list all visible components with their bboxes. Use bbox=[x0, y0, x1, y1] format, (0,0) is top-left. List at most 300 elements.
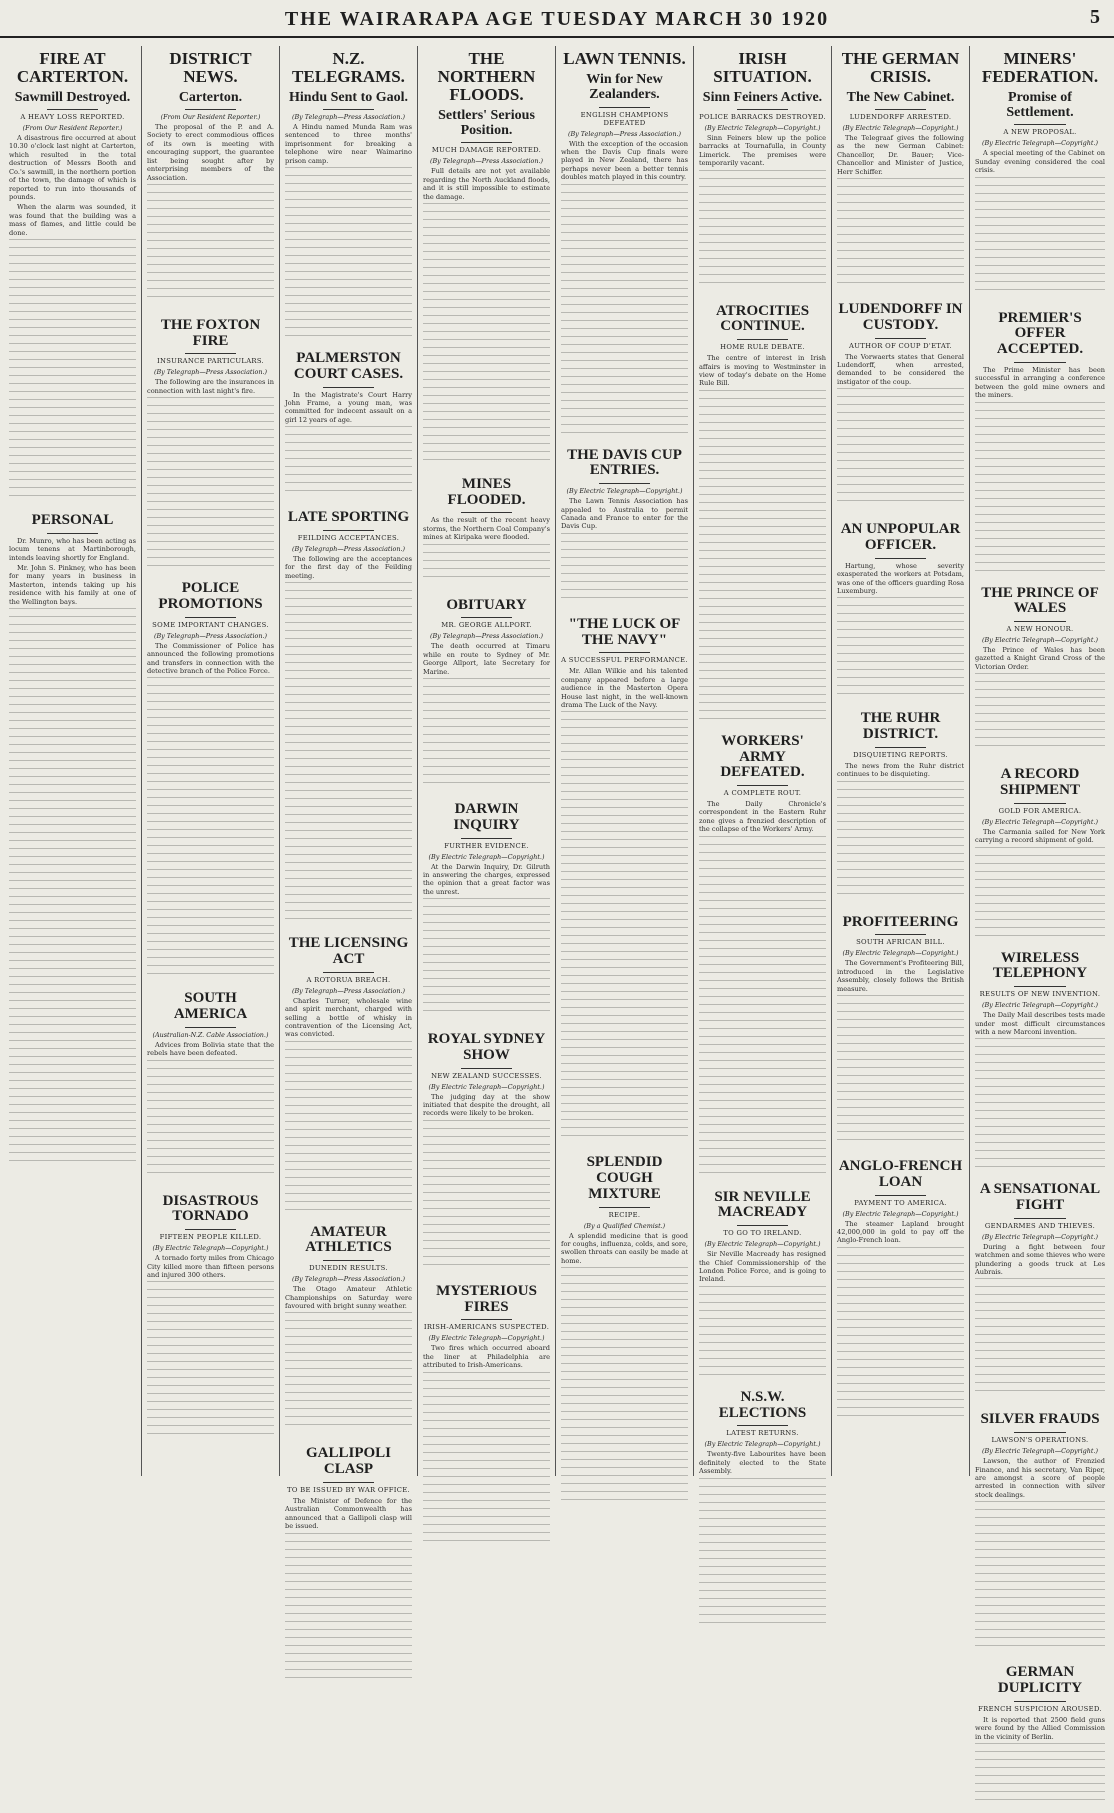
article-headline: ANGLO-FRENCH LOAN bbox=[838, 1158, 963, 1190]
article-headline: SPLENDID COUGH MIXTURE bbox=[586, 1154, 663, 1202]
article-dek: A ROTORUA BREACH. bbox=[306, 975, 391, 984]
body-text-lines bbox=[699, 390, 826, 720]
divider bbox=[1014, 1701, 1066, 1702]
article-paragraph: Dr. Munro, who has been acting as locum tenens at Martinborough, intends leaving shortly for England. bbox=[9, 536, 136, 562]
body-text-lines bbox=[147, 677, 274, 977]
article-paragraph: When the alarm was sounded, it was found that the building was a mass of flames, and little could be done. bbox=[9, 203, 136, 237]
divider bbox=[599, 483, 650, 484]
article bbox=[837, 50, 964, 298]
article bbox=[561, 50, 688, 444]
article-paragraph: The news from the Ruhr district continues to be disquieting. bbox=[837, 761, 964, 779]
newspaper-columns bbox=[4, 46, 1110, 1741]
body-text-lines bbox=[423, 898, 550, 1018]
divider bbox=[323, 530, 374, 531]
article bbox=[837, 915, 964, 1155]
divider bbox=[185, 617, 236, 618]
body-text-lines bbox=[837, 597, 964, 697]
article-dek: POLICE BARRACKS DESTROYED. bbox=[699, 113, 826, 122]
article-paragraph: The Carmania sailed for New York carrying a record shipment of gold. bbox=[975, 827, 1105, 845]
article-byline: (By Telegraph—Press Association.) bbox=[291, 986, 406, 995]
divider bbox=[1014, 986, 1066, 987]
article-byline: (By Telegraph—Press Association.) bbox=[429, 157, 544, 166]
masthead bbox=[0, 0, 1114, 38]
divider bbox=[1014, 1218, 1066, 1219]
article-byline: (By a Qualified Chemist.) bbox=[583, 1221, 666, 1230]
section-gap bbox=[285, 1436, 412, 1442]
section-gap bbox=[561, 438, 688, 444]
article bbox=[147, 991, 274, 1189]
section-gap bbox=[975, 1807, 1105, 1813]
section-gap bbox=[699, 1180, 826, 1186]
article bbox=[285, 1225, 412, 1443]
article-headline: AMATEUR ATHLETICS bbox=[305, 1223, 392, 1256]
article-subhead: Win for New Zealanders. bbox=[586, 71, 663, 103]
article-byline: (By Telegraph—Press Association.) bbox=[291, 1275, 406, 1284]
article-paragraph: Mr. Allan Wilkie and his talented company appeared before a large audience in the Masterton Opera House last night, in the well-known drama The Luck of the Navy. bbox=[561, 667, 688, 709]
article-paragraph: The Otago Amateur Athletic Championships on Saturday were favoured with bright sunny weather. bbox=[285, 1285, 412, 1311]
article bbox=[837, 522, 964, 707]
article-paragraph: At the Darwin Inquiry, Dr. Gilruth in answering the charges, expressed the opinion that a great factor was the unrest. bbox=[423, 862, 550, 896]
column-6 bbox=[694, 46, 832, 1476]
article-headline: "THE LUCK OF THE NAVY" bbox=[568, 615, 681, 648]
article-dek: HOME RULE DEBATE. bbox=[720, 343, 805, 352]
section-gap bbox=[975, 941, 1105, 947]
divider bbox=[875, 558, 926, 559]
section-gap bbox=[975, 757, 1105, 763]
article-dek: TO BE ISSUED BY WAR OFFICE. bbox=[286, 1485, 411, 1494]
article-dek: A HEAVY LOSS REPORTED. bbox=[20, 113, 125, 122]
article-dek: LUDENDORFF ARRESTED. bbox=[849, 113, 952, 122]
divider bbox=[737, 785, 788, 786]
divider bbox=[599, 652, 650, 653]
body-text-lines bbox=[561, 1267, 688, 1507]
divider bbox=[461, 512, 512, 513]
article-dek: FRENCH SUSPICION AROUSED. bbox=[978, 1704, 1102, 1713]
article bbox=[975, 951, 1105, 1179]
article-paragraph: A tornado forty miles from Chicago City killed more than fifteen persons and injured 300 others. bbox=[147, 1254, 274, 1279]
article bbox=[423, 802, 550, 1028]
section-gap bbox=[147, 1184, 274, 1190]
section-gap bbox=[975, 1172, 1105, 1178]
article bbox=[9, 50, 136, 509]
article-paragraph: The Daily Chronicle's correspondent in the Eastern Ruhr zone gives a frenzied description of the collapse of the Workers' Army. bbox=[699, 800, 826, 834]
article-dek: DISQUIETING REPORTS. bbox=[853, 750, 948, 759]
section-gap bbox=[975, 576, 1105, 582]
article-dek: AUTHOR OF COUP D'ETAT. bbox=[849, 341, 952, 350]
article-byline: (From Our Resident Reporter.) bbox=[22, 124, 123, 133]
article bbox=[837, 711, 964, 910]
article-headline: WORKERS' ARMY DEFEATED. bbox=[720, 732, 805, 781]
article-subhead: The New Cabinet. bbox=[846, 89, 955, 105]
divider bbox=[737, 1425, 788, 1426]
article bbox=[423, 50, 550, 473]
section-gap bbox=[975, 301, 1105, 307]
article-byline: (By Telegraph—Press Association.) bbox=[291, 544, 406, 553]
divider bbox=[875, 747, 926, 748]
body-text-lines bbox=[423, 678, 550, 788]
article bbox=[975, 1182, 1105, 1408]
article-dek: PAYMENT TO AMERICA. bbox=[854, 1198, 947, 1207]
article-paragraph: The centre of interest in Irish affairs is moving to Westminster in view of today's debate on the Home Rule Bill. bbox=[699, 354, 826, 388]
article-headline: THE LICENSING ACT bbox=[288, 935, 409, 967]
body-text-lines bbox=[837, 781, 964, 901]
body-text-lines bbox=[285, 1312, 412, 1432]
divider bbox=[737, 109, 788, 110]
divider bbox=[323, 387, 374, 388]
body-text-lines bbox=[975, 847, 1105, 937]
divider bbox=[461, 838, 512, 839]
article-headline: MINES FLOODED. bbox=[447, 475, 526, 508]
article-byline: (From Our Resident Reporter.) bbox=[160, 113, 261, 122]
column-3 bbox=[280, 46, 418, 1531]
article-paragraph: The Minister of Defence for the Australian Commonwealth has announced that a Gallipoli clasp will be issued. bbox=[285, 1496, 412, 1531]
article-dek: RESULTS OF NEW INVENTION. bbox=[979, 990, 1101, 999]
body-text-lines bbox=[423, 203, 550, 463]
article-paragraph: Full details are not yet available regarding the North Auckland floods, and it is still impossible to estimate the damage. bbox=[423, 167, 550, 201]
article-subhead: Sinn Feiners Active. bbox=[702, 89, 823, 105]
body-text-lines bbox=[837, 388, 964, 508]
article-byline: (By Electric Telegraph—Copyright.) bbox=[704, 1440, 821, 1449]
body-text-lines bbox=[423, 1372, 550, 1542]
article bbox=[147, 50, 274, 314]
article-headline: THE RUHR DISTRICT. bbox=[860, 710, 941, 743]
article-paragraph: During a fight between four watchmen and some thieves who were plundering a goods truck at Les Aubrais. bbox=[975, 1242, 1105, 1277]
article-headline: PREMIER'S OFFER ACCEPTED. bbox=[996, 309, 1084, 358]
divider bbox=[47, 533, 98, 534]
article bbox=[837, 1159, 964, 1427]
article bbox=[147, 581, 274, 987]
section-gap bbox=[147, 1445, 274, 1451]
article-subhead: Settlers' Serious Position. bbox=[438, 107, 535, 138]
article-paragraph: The following are the acceptances for the first day of the Feilding meeting. bbox=[285, 554, 412, 580]
section-gap bbox=[699, 294, 826, 300]
article-byline: (By Telegraph—Press Association.) bbox=[153, 368, 268, 377]
body-text-lines bbox=[699, 836, 826, 1176]
body-text-lines bbox=[9, 239, 136, 499]
divider bbox=[185, 353, 236, 354]
divider bbox=[875, 934, 926, 935]
article bbox=[423, 477, 550, 594]
body-text-lines bbox=[561, 533, 688, 603]
article-byline: (By Electric Telegraph—Copyright.) bbox=[704, 1240, 821, 1249]
article-paragraph: The Vorwaerts states that General Ludendorff, when arrested, demanded to be considered the instigator of the coup. bbox=[837, 352, 964, 386]
article bbox=[975, 586, 1105, 764]
article bbox=[699, 304, 826, 730]
body-text-lines bbox=[9, 608, 136, 1168]
section-gap bbox=[837, 512, 964, 518]
body-text-lines bbox=[285, 167, 412, 337]
article-dek: A NEW HONOUR. bbox=[1006, 625, 1074, 634]
section-gap bbox=[423, 1022, 550, 1028]
article-headline: GERMAN DUPLICITY bbox=[997, 1664, 1083, 1696]
body-text-lines bbox=[975, 1743, 1105, 1803]
body-text-lines bbox=[285, 1533, 412, 1683]
article-dek: A NEW PROPOSAL. bbox=[1003, 128, 1077, 137]
article bbox=[423, 598, 550, 798]
article-byline: (By Electric Telegraph—Copyright.) bbox=[428, 1082, 545, 1091]
article-paragraph: The proposal of the P. and A. Society to erect commodious offices of its own is meeting with encouraging support, the guarantee list being sought after by enterprising members of the Association. bbox=[147, 123, 274, 182]
article-headline: PALMERSTON COURT CASES. bbox=[293, 350, 404, 382]
divider bbox=[461, 617, 512, 618]
article-paragraph: The Daily Mail describes tests made under most difficult circumstances with a new Marconi invention. bbox=[975, 1011, 1105, 1036]
body-text-lines bbox=[975, 673, 1105, 753]
article-paragraph: A special meeting of the Cabinet on Sunday evening considered the coal crisis. bbox=[975, 149, 1105, 175]
article bbox=[975, 1412, 1105, 1661]
article-byline: (By Electric Telegraph—Copyright.) bbox=[704, 124, 821, 133]
article-paragraph: A Hindu named Munda Ram was sentenced to three months' imprisonment for breaking a telephone wire near Waimarino prison camp. bbox=[285, 123, 412, 165]
article-byline: (By Electric Telegraph—Copyright.) bbox=[982, 1232, 1098, 1241]
article-paragraph: Sir Neville Macready has resigned the Chief Commissionership of the London Police Force, and is going to Ireland. bbox=[699, 1250, 826, 1284]
article-paragraph: In the Magistrate's Court Harry John Frame, a young man, was committed for indecent assault on a girl 12 years of age. bbox=[285, 390, 412, 424]
article-headline: SIR NEVILLE MACREADY bbox=[714, 1188, 811, 1221]
section-gap bbox=[423, 1274, 550, 1280]
article-dek: FEILDING ACCEPTANCES. bbox=[297, 533, 400, 542]
body-text-lines bbox=[423, 1120, 550, 1270]
article-headline: LATE SPORTING bbox=[287, 509, 410, 526]
divider bbox=[1014, 803, 1066, 804]
divider bbox=[1014, 124, 1066, 125]
article-headline: WIRELESS TELEPHONY bbox=[992, 949, 1088, 982]
divider bbox=[47, 109, 98, 110]
article-headline: LUDENDORFF IN CUSTODY. bbox=[838, 301, 963, 333]
body-text-lines bbox=[147, 1060, 274, 1180]
article-dek: A COMPLETE ROUT. bbox=[723, 789, 802, 798]
article-headline: AN UNPOPULAR OFFICER. bbox=[840, 521, 961, 553]
article-headline: DISASTROUS TORNADO bbox=[162, 1192, 259, 1225]
section-gap bbox=[423, 467, 550, 473]
article-headline: SOUTH AMERICA bbox=[173, 990, 248, 1023]
article-dek: DUNEDIN RESULTS. bbox=[309, 1264, 388, 1273]
article bbox=[285, 50, 412, 347]
article-paragraph: Hartung, whose severity exasperated the workers at Potsdam, was one of the officers guarding Rosa Luxemburg. bbox=[837, 561, 964, 595]
article-headline: N.S.W. ELECTIONS bbox=[718, 1388, 807, 1421]
article-byline: (By Electric Telegraph—Copyright.) bbox=[152, 1244, 269, 1253]
article bbox=[561, 1155, 688, 1517]
article-byline: (By Telegraph—Press Association.) bbox=[153, 631, 268, 640]
article-paragraph: Mr. John S. Pinkney, who has been for many years in business in Masterton, intends taking up his residence with his family at one of the Wellington bays. bbox=[9, 563, 136, 606]
article bbox=[975, 1665, 1105, 1813]
body-text-lines bbox=[837, 1247, 964, 1417]
article-headline: SILVER FRAUDS bbox=[980, 1411, 1100, 1428]
section-gap bbox=[147, 981, 274, 987]
article-headline: LAWN TENNIS. bbox=[563, 49, 686, 68]
article-paragraph: A splendid medicine that is good for coughs, influenza, colds, and sore, swollen throats can easily be made at home. bbox=[561, 1231, 688, 1265]
article-subhead: Carterton. bbox=[178, 89, 243, 105]
article-paragraph: With the exception of the occasion when the Davis Cup finals were played in New Zealand, there has perhaps never been a better tennis doubles match played in this country. bbox=[561, 139, 688, 182]
body-text-lines bbox=[561, 711, 688, 1141]
body-text-lines bbox=[975, 1501, 1105, 1651]
article bbox=[147, 318, 274, 577]
body-text-lines bbox=[975, 402, 1105, 572]
section-gap bbox=[975, 1655, 1105, 1661]
body-text-lines bbox=[285, 426, 412, 496]
section-gap bbox=[285, 500, 412, 506]
article-paragraph: The Telegraaf gives the following as the new German Cabinet: Chancellor, Dr. Bauer; Vice-Chancellor and Minister of Justice, Herr Schiffer. bbox=[837, 134, 964, 176]
article bbox=[699, 50, 826, 300]
article bbox=[285, 351, 412, 506]
article-paragraph: The Prince of Wales has been gazetted a Knight Grand Cross of the Victorian Order. bbox=[975, 646, 1105, 671]
divider bbox=[599, 1207, 650, 1208]
article-paragraph: Advices from Bolivia state that the rebels have been defeated. bbox=[147, 1040, 274, 1058]
section-gap bbox=[9, 1172, 136, 1178]
article bbox=[975, 767, 1105, 946]
article-dek: FIFTEEN PEOPLE KILLED. bbox=[159, 1233, 262, 1242]
divider bbox=[323, 1482, 374, 1483]
section-gap bbox=[837, 1149, 964, 1155]
section-gap bbox=[699, 1380, 826, 1386]
section-gap bbox=[9, 503, 136, 509]
column-5 bbox=[556, 46, 694, 1476]
body-text-lines bbox=[147, 1281, 274, 1441]
article bbox=[285, 510, 412, 932]
article-headline: ATROCITIES CONTINUE. bbox=[715, 302, 810, 335]
article-byline: (By Electric Telegraph—Copyright.) bbox=[982, 139, 1098, 148]
divider bbox=[461, 1319, 512, 1320]
body-text-lines bbox=[699, 1478, 826, 1628]
column-7 bbox=[832, 46, 970, 1476]
article-headline: MYSTERIOUS FIRES bbox=[436, 1282, 537, 1315]
article-headline: THE GERMAN CRISIS. bbox=[841, 49, 960, 86]
article-subhead: Promise of Settlement. bbox=[1006, 89, 1074, 121]
column-8 bbox=[970, 46, 1110, 1741]
divider bbox=[185, 1229, 236, 1230]
divider bbox=[737, 339, 788, 340]
article bbox=[975, 50, 1105, 307]
article-paragraph: As the result of the recent heavy storms, the Northern Coal Company's mines at Kiripaka were flooded. bbox=[423, 516, 550, 542]
body-text-lines bbox=[975, 177, 1105, 297]
article-paragraph: It is reported that 2500 field guns were found by the Allied Commission in the vicinity of Berlin. bbox=[975, 1715, 1105, 1741]
section-gap bbox=[837, 292, 964, 298]
article-dek: MR. GEORGE ALLPORT. bbox=[441, 621, 532, 630]
article-byline: (By Electric Telegraph—Copyright.) bbox=[842, 124, 959, 133]
body-text-lines bbox=[975, 1278, 1105, 1398]
section-gap bbox=[561, 1145, 688, 1151]
article-headline: DARWIN INQUIRY bbox=[453, 801, 520, 833]
article-byline: (By Electric Telegraph—Copyright.) bbox=[566, 487, 683, 496]
article-headline: PROFITEERING bbox=[842, 913, 959, 930]
divider bbox=[737, 1225, 788, 1226]
body-text-lines bbox=[699, 170, 826, 290]
divider bbox=[461, 142, 512, 143]
body-text-lines bbox=[975, 1038, 1105, 1168]
article-paragraph: Charles Turner, wholesale wine and spirit merchant, charged with selling a bottle of whisky in contravention of the Licensing Act, was convicted. bbox=[285, 996, 412, 1039]
divider bbox=[599, 107, 650, 108]
article-dek: MUCH DAMAGE REPORTED. bbox=[431, 146, 542, 155]
divider bbox=[1014, 362, 1066, 363]
section-gap bbox=[423, 792, 550, 798]
section-gap bbox=[561, 1511, 688, 1517]
article-dek: SOUTH AFRICAN BILL. bbox=[856, 938, 945, 947]
section-gap bbox=[837, 701, 964, 707]
divider bbox=[875, 1195, 926, 1196]
article-headline: POLICE PROMOTIONS bbox=[158, 580, 263, 612]
body-text-lines bbox=[837, 178, 964, 288]
body-text-lines bbox=[837, 995, 964, 1145]
article-dek: IRISH-AMERICANS SUSPECTED. bbox=[423, 1323, 550, 1332]
divider bbox=[323, 109, 374, 110]
article-paragraph: The following are the insurances in connection with last night's fire. bbox=[147, 378, 274, 395]
article-byline: (By Electric Telegraph—Copyright.) bbox=[842, 949, 959, 958]
article-dek: A SUCCESSFUL PERFORMANCE. bbox=[561, 656, 688, 665]
article-byline: (By Electric Telegraph—Copyright.) bbox=[428, 1334, 545, 1343]
article-headline: A SENSATIONAL FIGHT bbox=[979, 1181, 1101, 1214]
section-gap bbox=[285, 341, 412, 347]
article bbox=[837, 302, 964, 518]
divider bbox=[875, 109, 926, 110]
article-paragraph: The judging day at the show initiated that despite the drought, all records were likely to be broken. bbox=[423, 1092, 550, 1118]
body-text-lines bbox=[285, 1041, 412, 1211]
body-text-lines bbox=[561, 184, 688, 434]
article-dek: TO GO TO IRELAND. bbox=[723, 1229, 802, 1238]
article-paragraph: The death occurred at Timaru while en route to Sydney of Mr. George Allport, late Secretary for Marine. bbox=[423, 642, 550, 676]
body-text-lines bbox=[423, 544, 550, 584]
article-paragraph: Sinn Feiners blew up the police barracks at Tournafulla, in County Limerick. The premises were temporarily vacant. bbox=[699, 134, 826, 168]
article-byline: (By Electric Telegraph—Copyright.) bbox=[982, 1001, 1098, 1010]
article-paragraph: The Prime Minister has been successful in arranging a conference between the gold mine owners and the miners. bbox=[975, 365, 1105, 400]
section-gap bbox=[423, 1546, 550, 1552]
article-headline: OBITUARY bbox=[446, 596, 527, 613]
section-gap bbox=[147, 308, 274, 314]
article-headline: IRISH SITUATION. bbox=[713, 49, 812, 86]
article-headline: ROYAL SYDNEY SHOW bbox=[427, 1031, 546, 1063]
article bbox=[561, 617, 688, 1152]
section-gap bbox=[837, 1421, 964, 1427]
column-2 bbox=[142, 46, 280, 1476]
article-dek: LAWSON'S OPERATIONS. bbox=[991, 1436, 1089, 1445]
article bbox=[561, 448, 688, 613]
article-paragraph: The Lawn Tennis Association has appealed to Australia to permit Canada and France to enter for the Davis Cup. bbox=[561, 497, 688, 531]
article-dek: GOLD FOR AMERICA. bbox=[998, 806, 1082, 815]
page-number: 5 bbox=[1090, 6, 1100, 28]
body-text-lines bbox=[147, 397, 274, 567]
article-byline: (By Electric Telegraph—Copyright.) bbox=[982, 636, 1098, 645]
section-gap bbox=[285, 1687, 412, 1693]
article bbox=[9, 513, 136, 1178]
masthead-title: THE WAIRARAPA AGE TUESDAY MARCH 30 1920 bbox=[284, 8, 830, 30]
article-headline: PERSONAL bbox=[31, 511, 114, 528]
divider bbox=[875, 338, 926, 339]
article-byline: (Australian-N.Z. Cable Association.) bbox=[152, 1030, 269, 1039]
article-paragraph: Twenty-five Labourites have been definitely elected to the State Assembly. bbox=[699, 1450, 826, 1476]
article-headline: THE DAVIS CUP ENTRIES. bbox=[567, 446, 682, 479]
article-headline: A RECORD SHIPMENT bbox=[999, 766, 1080, 799]
divider bbox=[323, 972, 374, 973]
divider bbox=[185, 1027, 236, 1028]
divider bbox=[185, 109, 236, 110]
article-headline: THE PRINCE OF WALES bbox=[981, 584, 1099, 617]
article-headline: MINERS' FEDERATION. bbox=[981, 49, 1099, 86]
article-paragraph: A disastrous fire occurred at about 10.30 o'clock last night at Carterton, which resulted in the total destruction of Messrs Booth and Co.'s sawmill, in the northern portion of the town, the damage of which is reported to run into thousands of pounds. bbox=[9, 134, 136, 201]
body-text-lines bbox=[699, 1286, 826, 1376]
article-dek: SOME IMPORTANT CHANGES. bbox=[152, 620, 269, 629]
article bbox=[423, 1284, 550, 1552]
article-paragraph: The Commissioner of Police has announced the following promotions and transfers in connection with the detective branch of the Police Force. bbox=[147, 641, 274, 675]
section-gap bbox=[837, 905, 964, 911]
article-byline: (By Telegraph—Press Association.) bbox=[567, 129, 682, 138]
article-byline: (By Electric Telegraph—Copyright.) bbox=[842, 1209, 959, 1218]
article-byline: (By Electric Telegraph—Copyright.) bbox=[428, 852, 545, 861]
section-gap bbox=[285, 926, 412, 932]
article-dek: NEW ZEALAND SUCCESSES. bbox=[431, 1071, 542, 1080]
article-headline: DISTRICT NEWS. bbox=[169, 49, 252, 86]
article-subhead: Hindu Sent to Gaol. bbox=[288, 89, 409, 105]
article-dek: GENDARMES AND THIEVES. bbox=[984, 1221, 1096, 1230]
article-paragraph: Lawson, the author of Frenzied Finance, and his secretary, Van Riper, are amongst a score of people arrested in connection with silver stock dealings. bbox=[975, 1457, 1105, 1499]
section-gap bbox=[147, 571, 274, 577]
divider bbox=[1014, 621, 1066, 622]
column-4 bbox=[418, 46, 556, 1476]
article-headline: FIRE AT CARTERTON. bbox=[16, 49, 129, 86]
